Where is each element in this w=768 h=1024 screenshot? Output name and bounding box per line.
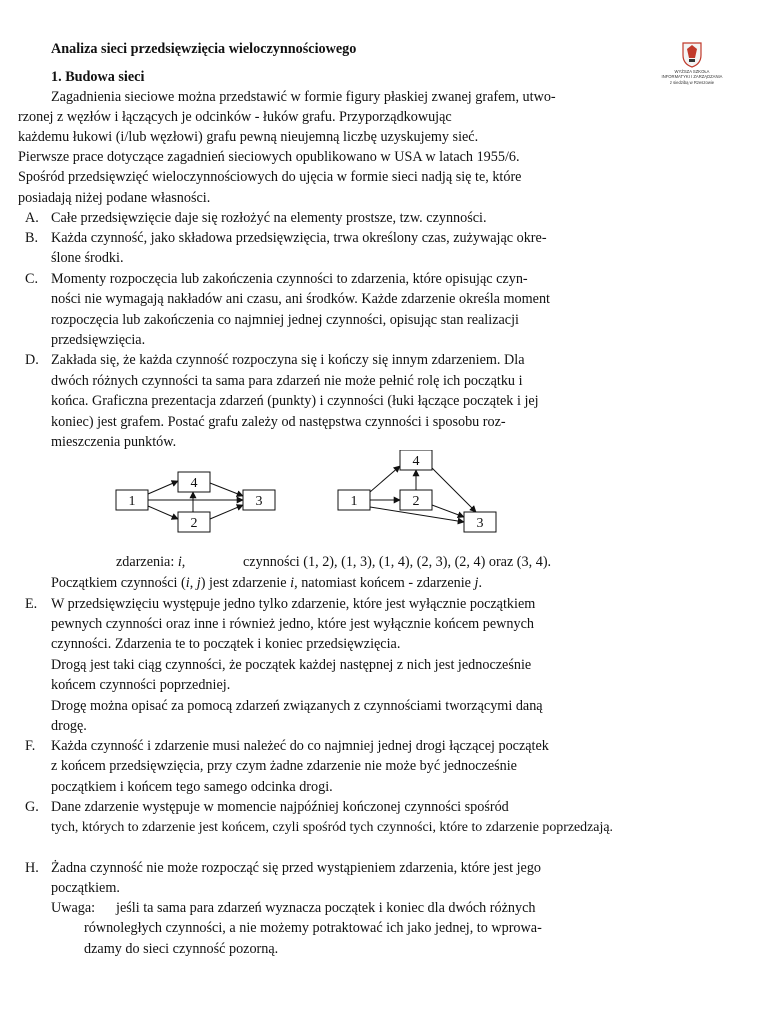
list-marker-d: D. [25, 352, 39, 368]
edge-2-4 [432, 505, 464, 517]
list-marker-g: G. [25, 799, 39, 815]
edge-1-3 [370, 466, 400, 492]
start-end-definition [51, 574, 482, 592]
list-item-h: początkiem. [51, 880, 120, 896]
node-3-label: 4 [412, 454, 420, 469]
node-4-label: 3 [476, 516, 484, 531]
def-var-i: i [185, 575, 190, 591]
list-item-g: Dane zdarzenie występuje w momencie najpóźniej kończonej czynności spośród [51, 799, 509, 815]
events-label: zdarzenia: [116, 554, 175, 570]
intro-line: posiadają niżej podane własności. [18, 190, 211, 206]
events-var: i [177, 554, 182, 570]
note-text: dzamy do sieci czynność pozorną. [84, 941, 279, 957]
list-item-b: ślone środki. [51, 250, 124, 266]
def-var-j-2: j [474, 575, 479, 591]
list-item-e: pewnych czynności oraz inne i również jedno, które jest wyłącznie końcem pewnych [51, 616, 534, 632]
def-part-2: ) jest zdarzenie [200, 575, 291, 591]
network-graphs-figure [0, 450, 768, 540]
document-title: Analiza sieci przedsięwzięcia wieloczynnościowego [51, 41, 357, 57]
intro-line: Zagadnienia sieciowe można przedstawić w formie figury płaskiej zwanej grafem, utwo- [51, 89, 556, 105]
list-item-e: końcem czynności poprzedniej. [51, 677, 231, 693]
list-marker-c: C. [25, 271, 39, 287]
list-item-f: Każda czynność i zdarzenie musi należeć do co najmniej jednej drogi łączącej początek [51, 738, 549, 754]
list-item-d: mieszczenia punktów. [51, 434, 177, 450]
list-item-e: czynności. Zdarzenia te to początek i koniec przedsięwzięcia. [51, 636, 401, 652]
def-separator: , [189, 575, 197, 591]
list-marker-b: B. [25, 230, 39, 246]
list-marker-a: A. [25, 210, 39, 226]
list-item-c: ności nie wymagają nakładów ani czasu, ani środków. Każde zdarzenie określa moment [51, 291, 551, 307]
list-item-a: Całe przedsięwzięcie daje się rozłożyć na elementy prostsze, tzw. czynności. [51, 210, 487, 226]
note-label: Uwaga: [51, 900, 96, 916]
events-comma: , [181, 554, 186, 570]
def-part-1: Początkiem czynności ( [51, 575, 186, 591]
list-item-d: koniec) jest grafem. Postać grafu zależy od następstwa czynności i sposobu roz- [51, 414, 506, 430]
node-2-label: 2 [190, 516, 198, 531]
list-item-e: W przedsięwzięciu występuje jedno tylko zdarzenie, które jest wyłącznie początkiem [51, 596, 536, 612]
node-2-label: 2 [412, 494, 420, 509]
edge-1-3 [148, 481, 178, 494]
events-caption [116, 553, 185, 571]
section-heading: 1. Budowa sieci [51, 69, 145, 85]
list-item-f: z końcem przedsięwzięcia, przy czym żadne zdarzenie nie może być jednocześnie [51, 758, 517, 774]
list-item-c: przedsięwzięcia. [51, 332, 146, 348]
intro-line: Spośród przedsięwzięć wieloczynnościowych do ujęcia w formie sieci nadją się te, które [18, 169, 522, 185]
list-marker-e: E. [25, 596, 38, 612]
def-part-4: . [478, 575, 483, 591]
list-item-e: Drogą jest taki ciąg czynności, że początek każdej następnej z nich jest jednocześnie [51, 657, 532, 673]
list-item-e: Drogę można opisać za pomocą zdarzeń związanych z czynnościami tworzącymi daną [51, 698, 543, 714]
node-1-label: 1 [128, 494, 136, 509]
list-item-h: Żadna czynność nie może rozpocząć się przed wystąpieniem zdarzenia, które jest jego [51, 860, 542, 876]
intro-line: rzonej z węzłów i łączących je odcinków - łuków grafu. Przyporządkowując [18, 109, 452, 125]
list-marker-h: H. [25, 860, 39, 876]
node-4-label: 3 [255, 494, 263, 509]
crest-icon [652, 40, 732, 70]
intro-line: Pierwsze prace dotyczące zagadnień sieciowych opublikowano w USA w latach 1955/6. [18, 149, 520, 165]
list-item-d: Zakłada się, że każda czynność rozpoczyna się i kończy się innym zdarzeniem. Dla [51, 352, 525, 368]
activities-caption: czynności (1, 2), (1, 3), (1, 4), (2, 3), (2, 4) oraz (3, 4). [243, 554, 552, 570]
node-1-label: 1 [350, 494, 358, 509]
logo-text-line3: z siedzibą w Rzeszowie [669, 80, 715, 85]
def-var-j: j [196, 575, 201, 591]
school-logo [652, 40, 732, 88]
def-var-i-2: i [290, 575, 295, 591]
edge-2-4 [210, 505, 243, 519]
note-text: równoległych czynności, a nie możemy potraktować ich jako jednej, to wprowa- [84, 920, 542, 936]
list-item-d: końca. Graficzna prezentacja zdarzeń (punkty) i czynności (łuki łączące początek i jej [51, 393, 539, 409]
list-item-e: drogę. [51, 718, 87, 734]
logo-text-line1: WYŻSZA SZKOŁA [674, 69, 710, 74]
logo-text-line2: INFORMATYKI I ZARZĄDZANIA [661, 74, 723, 79]
def-part-3: , natomiast końcem - zdarzenie [294, 575, 475, 591]
list-item-f: początkiem i końcem tego samego odcinka drogi. [51, 779, 333, 795]
list-item-g: tych, których to zdarzenie jest końcem, czyli spośród tych czynności, które to zdarzenie poprzedzają. [51, 820, 613, 835]
list-item-b: Każda czynność, jako składowa przedsięwzięcia, trwa określony czas, zużywając okre- [51, 230, 547, 246]
list-item-c: rozpoczęcia lub zakończenia co najmniej jednej czynności, opisując stan realizacji [51, 312, 519, 328]
list-item-c: Momenty rozpoczęcia lub zakończenia czynności to zdarzenia, które opisując czyn- [51, 271, 528, 287]
edge-3-4 [210, 483, 243, 496]
edge-3-4 [432, 468, 476, 512]
edge-1-2 [148, 506, 178, 519]
list-marker-f: F. [25, 738, 36, 754]
node-3-label: 4 [190, 476, 198, 491]
intro-line: każdemu łukowi (i/lub węzłowi) grafu pewną nieujemną liczbę uzyskujemy sieć. [18, 129, 479, 145]
list-item-d: dwóch różnych czynności ta sama para zdarzeń nie może pełnić rolę ich początku i [51, 373, 523, 389]
note-text: jeśli ta sama para zdarzeń wyznacza początek i koniec dla dwóch różnych [116, 900, 536, 916]
